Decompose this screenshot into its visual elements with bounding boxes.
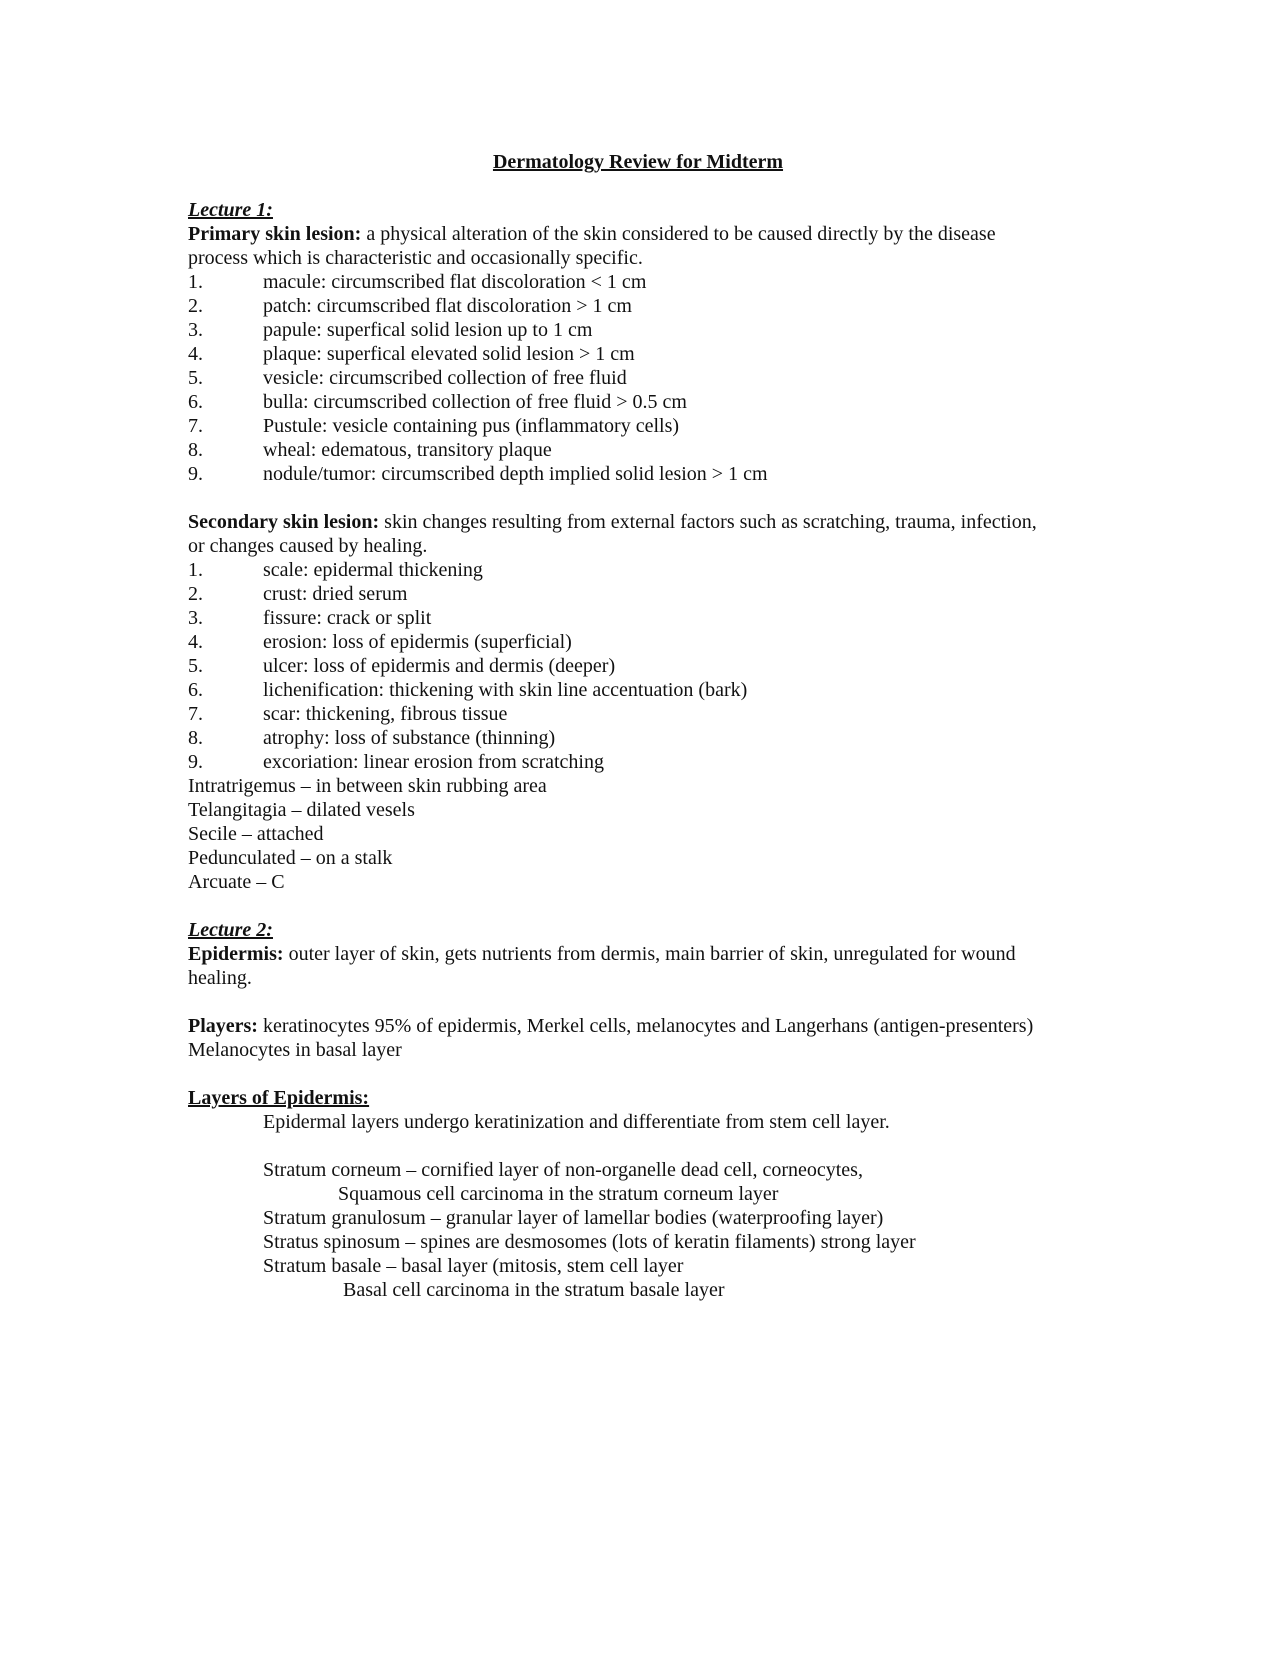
list-text: fissure: crack or split (263, 607, 432, 629)
extra-term: Intratrigemus – in between skin rubbing area (188, 775, 547, 797)
epidermis-term: Epidermis: (188, 943, 284, 965)
players-definition-text: keratinocytes 95% of epidermis, Merkel cells, melanocytes and Langerhans (antigen-presenters) (257, 1015, 1034, 1037)
lecture-1-heading: Lecture 1: (188, 199, 273, 221)
list-text: lichenification: thickening with skin line accentuation (bark) (263, 679, 748, 701)
stratum-granulosum: Stratum granulosum – granular layer of lamellar bodies (waterproofing layer) (263, 1207, 884, 1229)
lecture-2-heading: Lecture 2: (188, 919, 273, 941)
list-item (188, 462, 1088, 486)
secondary-lesion-definition-text: skin changes resulting from external factors such as scratching, trauma, infection, (379, 511, 1037, 533)
list-number: 7. (188, 415, 203, 437)
list-number: 9. (188, 751, 203, 773)
list-number: 1. (188, 559, 203, 581)
spacer (188, 486, 1088, 510)
stratum-corneum: Stratum corneum – cornified layer of non-organelle dead cell, corneocytes, (263, 1159, 863, 1181)
list-number: 4. (188, 343, 203, 365)
list-number: 6. (188, 679, 203, 701)
list-item (188, 390, 1088, 414)
players-term: Players: (188, 1015, 258, 1037)
list-number: 8. (188, 727, 203, 749)
list-item (188, 582, 1088, 606)
list-number: 5. (188, 655, 203, 677)
list-number: 6. (188, 391, 203, 413)
list-item (188, 678, 1088, 702)
list-number: 5. (188, 367, 203, 389)
secondary-lesion-term: Secondary skin lesion: (188, 511, 380, 533)
list-item (188, 558, 1088, 582)
list-number: 3. (188, 607, 203, 629)
list-item (188, 702, 1088, 726)
layers-intro: Epidermal layers undergo keratinization and differentiate from stem cell layer. (263, 1111, 890, 1133)
players-definition (188, 1014, 1088, 1038)
document-page (188, 150, 1088, 1302)
list-item (188, 342, 1088, 366)
list-item (188, 318, 1088, 342)
spacer (188, 1134, 1088, 1158)
list-item (188, 606, 1088, 630)
list-text: atrophy: loss of substance (thinning) (263, 727, 556, 749)
stratum-corneum-note: Squamous cell carcinoma in the stratum corneum layer (338, 1183, 779, 1205)
list-number: 8. (188, 439, 203, 461)
list-item (188, 750, 1088, 774)
list-item (188, 270, 1088, 294)
epidermis-definition (188, 942, 1088, 966)
list-text: plaque: superfical elevated solid lesion > 1 cm (263, 343, 635, 365)
extra-term: Arcuate – C (188, 871, 285, 893)
list-number: 2. (188, 295, 203, 317)
players-definition-cont: Melanocytes in basal layer (188, 1039, 402, 1061)
list-text: macule: circumscribed flat discoloration < 1 cm (263, 271, 647, 293)
spacer (188, 1062, 1088, 1086)
list-number: 3. (188, 319, 203, 341)
list-number: 9. (188, 463, 203, 485)
stratum-spinosum: Stratus spinosum – spines are desmosomes (lots of keratin filaments) strong layer (263, 1231, 916, 1253)
list-item (188, 438, 1088, 462)
list-text: papule: superfical solid lesion up to 1 cm (263, 319, 593, 341)
stratum-basale: Stratum basale – basal layer (mitosis, stem cell layer (263, 1255, 684, 1277)
list-item (188, 414, 1088, 438)
primary-lesion-definition (188, 222, 1088, 246)
list-text: ulcer: loss of epidermis and dermis (deeper) (263, 655, 616, 677)
list-number: 7. (188, 703, 203, 725)
secondary-lesion-definition (188, 510, 1088, 534)
list-text: patch: circumscribed flat discoloration > 1 cm (263, 295, 632, 317)
list-text: vesicle: circumscribed collection of free fluid (263, 367, 627, 389)
list-item (188, 654, 1088, 678)
stratum-basale-note: Basal cell carcinoma in the stratum basale layer (343, 1279, 725, 1301)
list-item (188, 726, 1088, 750)
list-text: crust: dried serum (263, 583, 408, 605)
secondary-lesion-list (188, 558, 1088, 774)
list-item (188, 294, 1088, 318)
extra-terms-list (188, 774, 1088, 894)
secondary-lesion-definition-cont: or changes caused by healing. (188, 535, 428, 557)
primary-lesion-list (188, 270, 1088, 486)
list-item (188, 366, 1088, 390)
primary-lesion-definition-text: a physical alteration of the skin considered to be caused directly by the disease (361, 223, 996, 245)
extra-term: Telangitagia – dilated vesels (188, 799, 415, 821)
extra-term: Pedunculated – on a stalk (188, 847, 393, 869)
spacer (188, 894, 1088, 918)
extra-term: Secile – attached (188, 823, 324, 845)
layers-heading: Layers of Epidermis: (188, 1087, 370, 1109)
spacer (188, 990, 1088, 1014)
list-item (188, 630, 1088, 654)
list-number: 2. (188, 583, 203, 605)
list-text: scar: thickening, fibrous tissue (263, 703, 508, 725)
list-number: 4. (188, 631, 203, 653)
epidermis-definition-cont: healing. (188, 967, 252, 989)
list-text: bulla: circumscribed collection of free fluid > 0.5 cm (263, 391, 687, 413)
list-text: excoriation: linear erosion from scratching (263, 751, 604, 773)
document-title: Dermatology Review for Midterm (492, 151, 784, 173)
primary-lesion-term: Primary skin lesion: (188, 223, 362, 245)
list-text: Pustule: vesicle containing pus (inflammatory cells) (263, 415, 680, 437)
list-text: wheal: edematous, transitory plaque (263, 439, 552, 461)
list-text: erosion: loss of epidermis (superficial) (263, 631, 572, 653)
list-text: scale: epidermal thickening (263, 559, 483, 581)
primary-lesion-definition-cont: process which is characteristic and occasionally specific. (188, 247, 643, 269)
list-text: nodule/tumor: circumscribed depth implied solid lesion > 1 cm (263, 463, 768, 485)
list-number: 1. (188, 271, 203, 293)
epidermis-definition-text: outer layer of skin, gets nutrients from dermis, main barrier of skin, unregulated for wound (283, 943, 1016, 965)
